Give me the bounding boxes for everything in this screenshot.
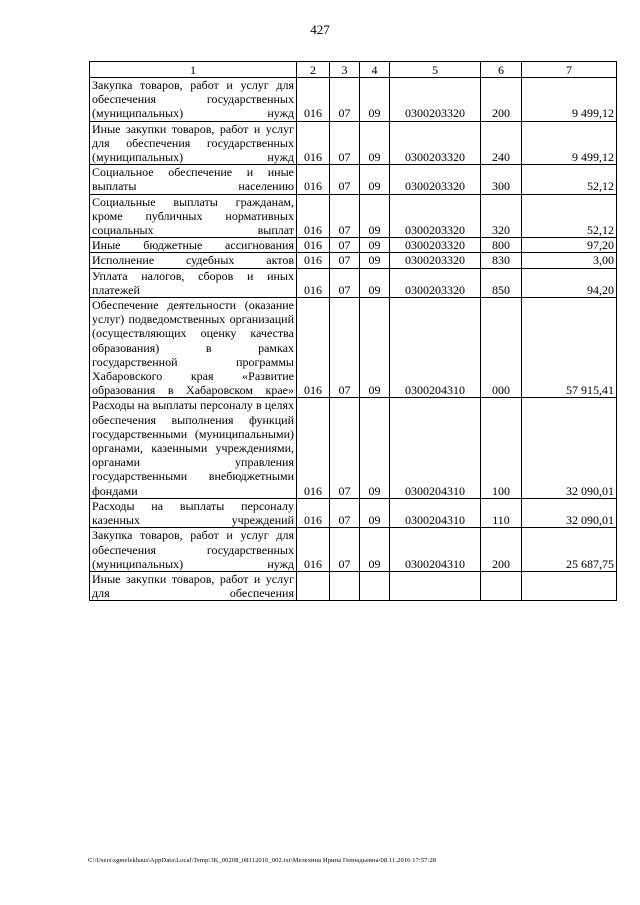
code-cell-c3: 07 <box>330 238 360 253</box>
code-cell-c4: 09 <box>360 121 390 165</box>
row-name-cell: Иные бюджетные ассигнования <box>90 238 297 253</box>
column-header: 6 <box>481 62 522 78</box>
code-cell-c3: 07 <box>330 268 360 297</box>
amount-cell: 94,20 <box>522 268 617 297</box>
row-name-cell: Социальные выплаты гражданам, кроме публичных нормативных социальных выплат <box>90 194 297 238</box>
amount-cell: 97,20 <box>522 238 617 253</box>
code-cell-c2: 016 <box>297 165 330 194</box>
code-cell-c3 <box>330 571 360 600</box>
code-cell-c6: 300 <box>481 165 522 194</box>
code-cell-c4: 09 <box>360 298 390 398</box>
amount-cell: 25 687,75 <box>522 528 617 572</box>
code-cell-c2: 016 <box>297 238 330 253</box>
code-cell-c3: 07 <box>330 398 360 498</box>
row-name-cell: Иные закупки товаров, работ и услуг для обеспечения <box>90 571 297 600</box>
code-cell-c4: 09 <box>360 78 390 122</box>
table-row <box>90 528 617 572</box>
code-cell-c2: 016 <box>297 78 330 122</box>
code-cell-c2: 016 <box>297 121 330 165</box>
code-cell-c5: 0300203320 <box>390 268 481 297</box>
table-row <box>90 238 617 253</box>
code-cell-c5: 0300203320 <box>390 253 481 268</box>
code-cell-c2 <box>297 571 330 600</box>
table-row <box>90 571 617 600</box>
column-header: 7 <box>522 62 617 78</box>
table-row <box>90 165 617 194</box>
code-cell-c6: 800 <box>481 238 522 253</box>
code-cell-c5 <box>390 571 481 600</box>
code-cell-c6 <box>481 571 522 600</box>
code-cell-c2: 016 <box>297 253 330 268</box>
table-row <box>90 121 617 165</box>
row-name-cell: Обеспечение деятельности (оказание услуг) подведомственных организаций (осуществляющих оценку качества образования) в рамках государственной программы Хабаровского края «Развитие образования в Хабаровском крае» <box>90 298 297 398</box>
code-cell-c3: 07 <box>330 298 360 398</box>
row-name-cell: Расходы на выплаты персоналу казенных учреждений <box>90 498 297 527</box>
amount-cell: 52,12 <box>522 165 617 194</box>
table-row <box>90 253 617 268</box>
code-cell-c5: 0300204310 <box>390 398 481 498</box>
code-cell-c4: 09 <box>360 398 390 498</box>
code-cell-c4: 09 <box>360 498 390 527</box>
row-name-cell: Закупка товаров, работ и услуг для обеспечения государственных (муниципальных) нужд <box>90 78 297 122</box>
budget-table <box>89 61 617 601</box>
column-header: 5 <box>390 62 481 78</box>
amount-cell: 9 499,12 <box>522 121 617 165</box>
code-cell-c6: 850 <box>481 268 522 297</box>
row-name-cell: Закупка товаров, работ и услуг для обеспечения государственных (муниципальных) нужд <box>90 528 297 572</box>
code-cell-c2: 016 <box>297 528 330 572</box>
code-cell-c3: 07 <box>330 528 360 572</box>
table-row <box>90 78 617 122</box>
code-cell-c5: 0300204310 <box>390 528 481 572</box>
code-cell-c3: 07 <box>330 121 360 165</box>
code-cell-c3: 07 <box>330 253 360 268</box>
amount-cell <box>522 571 617 600</box>
column-header: 2 <box>297 62 330 78</box>
code-cell-c2: 016 <box>297 498 330 527</box>
code-cell-c5: 0300203320 <box>390 78 481 122</box>
code-cell-c3: 07 <box>330 194 360 238</box>
code-cell-c4: 09 <box>360 165 390 194</box>
code-cell-c4 <box>360 571 390 600</box>
code-cell-c6: 240 <box>481 121 522 165</box>
code-cell-c3: 07 <box>330 78 360 122</box>
table-row <box>90 268 617 297</box>
table-row <box>90 398 617 498</box>
code-cell-c4: 09 <box>360 238 390 253</box>
amount-cell: 32 090,01 <box>522 398 617 498</box>
amount-cell: 3,00 <box>522 253 617 268</box>
code-cell-c5: 0300204310 <box>390 298 481 398</box>
column-header: 1 <box>90 62 297 78</box>
code-cell-c2: 016 <box>297 268 330 297</box>
code-cell-c6: 100 <box>481 398 522 498</box>
code-cell-c3: 07 <box>330 498 360 527</box>
code-cell-c5: 0300204310 <box>390 498 481 527</box>
code-cell-c6: 200 <box>481 528 522 572</box>
row-name-cell: Расходы на выплаты персоналу в целях обеспечения выполнения функций государственными (муниципальными) органами, казенными учреждениями, органами управления государственными внебюджетными фондами <box>90 398 297 498</box>
code-cell-c5: 0300203320 <box>390 121 481 165</box>
code-cell-c5: 0300203320 <box>390 194 481 238</box>
amount-cell: 9 499,12 <box>522 78 617 122</box>
code-cell-c4: 09 <box>360 268 390 297</box>
table-row <box>90 194 617 238</box>
code-cell-c6: 830 <box>481 253 522 268</box>
row-name-cell: Уплата налогов, сборов и иных платежей <box>90 268 297 297</box>
row-name-cell: Иные закупки товаров, работ и услуг для обеспечения государственных (муниципальных) нужд <box>90 121 297 165</box>
code-cell-c2: 016 <box>297 398 330 498</box>
code-cell-c3: 07 <box>330 165 360 194</box>
code-cell-c6: 320 <box>481 194 522 238</box>
code-cell-c2: 016 <box>297 194 330 238</box>
row-name-cell: Социальное обеспечение и иные выплаты населению <box>90 165 297 194</box>
page-number: 427 <box>310 22 330 37</box>
code-cell-c5: 0300203320 <box>390 238 481 253</box>
footer-file-path: C:\Users\sgmelekhaus\AppData\Local\Temp\3K_00208_08112016_002.txt\Мелехина Ирина Геннадьевна\08.11.2016 17:57:28 <box>88 857 437 864</box>
code-cell-c4: 09 <box>360 528 390 572</box>
column-header: 4 <box>360 62 390 78</box>
code-cell-c6: 110 <box>481 498 522 527</box>
amount-cell: 32 090,01 <box>522 498 617 527</box>
code-cell-c4: 09 <box>360 194 390 238</box>
table-row <box>90 498 617 527</box>
column-header: 3 <box>330 62 360 78</box>
code-cell-c5: 0300203320 <box>390 165 481 194</box>
code-cell-c2: 016 <box>297 298 330 398</box>
table-row <box>90 298 617 398</box>
code-cell-c6: 000 <box>481 298 522 398</box>
code-cell-c6: 200 <box>481 78 522 122</box>
row-name-cell: Исполнение судебных актов <box>90 253 297 268</box>
table-body <box>90 78 617 601</box>
code-cell-c4: 09 <box>360 253 390 268</box>
table-header-row <box>90 62 617 78</box>
amount-cell: 52,12 <box>522 194 617 238</box>
amount-cell: 57 915,41 <box>522 298 617 398</box>
